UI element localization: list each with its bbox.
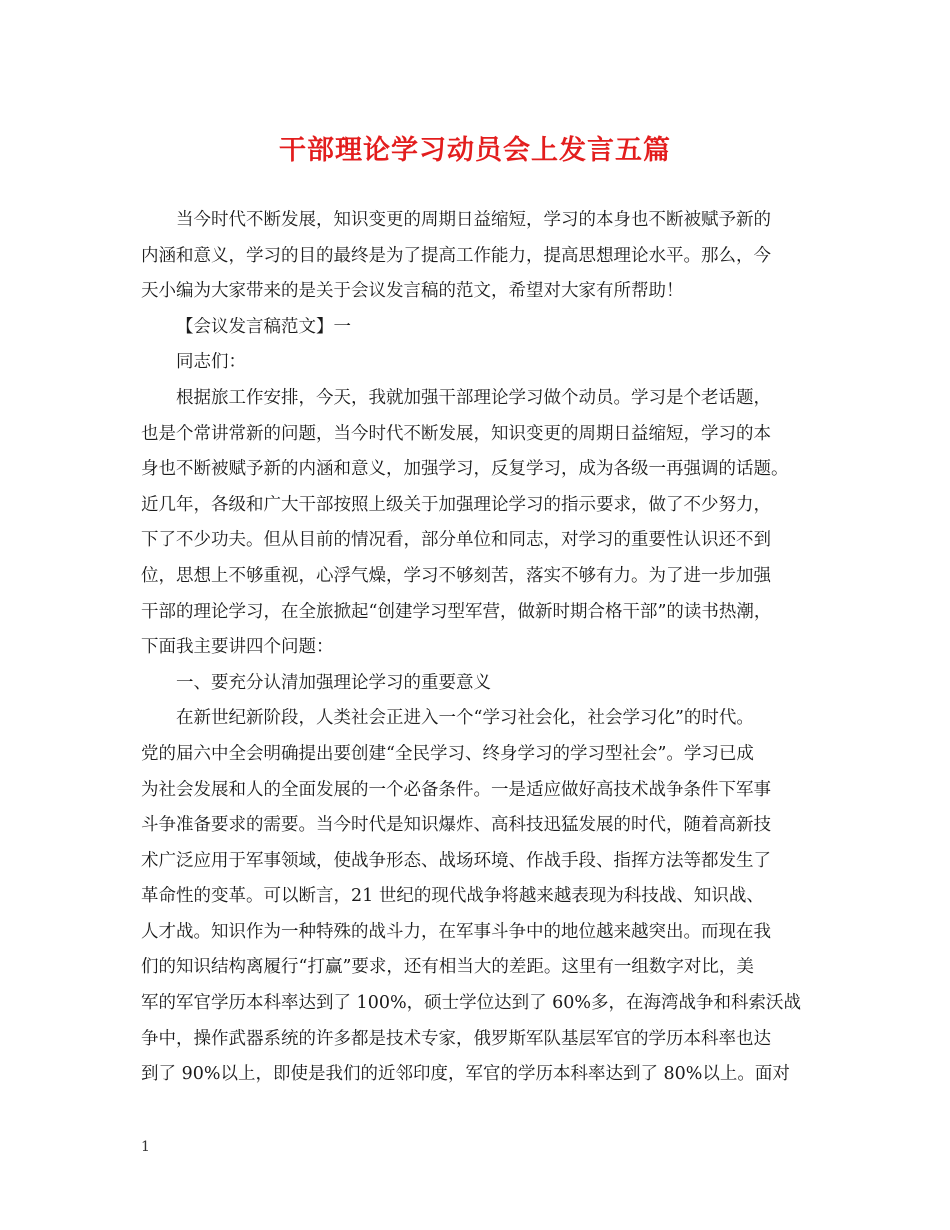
text-line: 下了不少功夫。但从目前的情况看，部分单位和同志，对学习的重要性认识还不到 — [141, 530, 771, 551]
text-line: 内涵和意义，学习的目的最终是为了提高工作能力，提高思想理论水平。那么，今 — [141, 245, 771, 266]
text-line: 们的知识结构离履行“打赢”要求，还有相当大的差距。这里有一组数字对比，美 — [141, 957, 754, 978]
text-line: 革命性的变革。可以断言，21 世纪的现代战争将越来越表现为科技战、知识战、 — [141, 886, 764, 907]
text-line: 近几年，各级和广大干部按照上级关于加强理论学习的指示要求，做了不少努力， — [141, 494, 771, 515]
text-line: 人才战。知识作为一种特殊的战斗力，在军事斗争中的地位越来越突出。而现在我 — [141, 921, 771, 942]
section-heading: 一、要充分认清加强理论学习的重要意义 — [176, 672, 491, 693]
text-line: 根据旅工作安排，今天，我就加强干部理论学习做个动员。学习是个老话题， — [176, 387, 771, 408]
text-line: 天小编为大家带来的是关于会议发言稿的范文，希望对大家有所帮助！ — [141, 281, 684, 302]
text-line: 位，思想上不够重视，心浮气燥，学习不够刻苦，落实不够有力。为了进一步加强 — [141, 565, 771, 586]
page-number: 1 — [141, 1139, 150, 1155]
text-line: 也是个常讲常新的问题，当今时代不断发展，知识变更的周期日益缩短，学习的本 — [141, 423, 771, 444]
section-heading: 【会议发言稿范文】一 — [176, 316, 351, 337]
text-line: 当今时代不断发展，知识变更的周期日益缩短，学习的本身也不断被赋予新的 — [176, 210, 771, 230]
document-title: 干部理论学习动员会上发言五篇 — [279, 135, 671, 166]
text-line: 干部的理论学习，在全旅掀起“创建学习型军营，做新时期合格干部”的读书热潮， — [141, 601, 772, 622]
text-line: 下面我主要讲四个问题： — [141, 637, 334, 658]
salutation: 同志们： — [176, 352, 246, 373]
text-line: 斗争准备要求的需要。当今时代是知识爆炸、高科技迅猛发展的时代，随着高新技 — [141, 815, 771, 836]
text-line: 党的届六中全会明确提出要创建“全民学习、终身学习的学习型社会”。学习已成 — [141, 743, 754, 764]
text-line: 在新世纪新阶段，人类社会正进入一个“学习社会化，社会学习化”的时代。 — [176, 708, 754, 729]
text-line: 到了 90%以上，即使是我们的近邻印度，军官的学历本科率达到了 80%以上。面对 — [141, 1064, 790, 1085]
text-line: 争中，操作武器系统的许多都是技术专家，俄罗斯军队基层军官的学历本科率也达 — [141, 1028, 771, 1049]
text-line: 军的军官学历本科率达到了 100%，硕士学位达到了 60%多，在海湾战争和科索沃战 — [141, 993, 802, 1014]
text-line: 身也不断被赋予新的内涵和意义，加强学习，反复学习，成为各级一再强调的话题。 — [141, 459, 789, 480]
text-line: 为社会发展和人的全面发展的一个必备条件。一是适应做好高技术战争条件下军事 — [141, 779, 771, 800]
text-line: 术广泛应用于军事领域，使战争形态、战场环境、作战手段、指挥方法等都发生了 — [141, 850, 771, 871]
document-body — [141, 203, 831, 1093]
